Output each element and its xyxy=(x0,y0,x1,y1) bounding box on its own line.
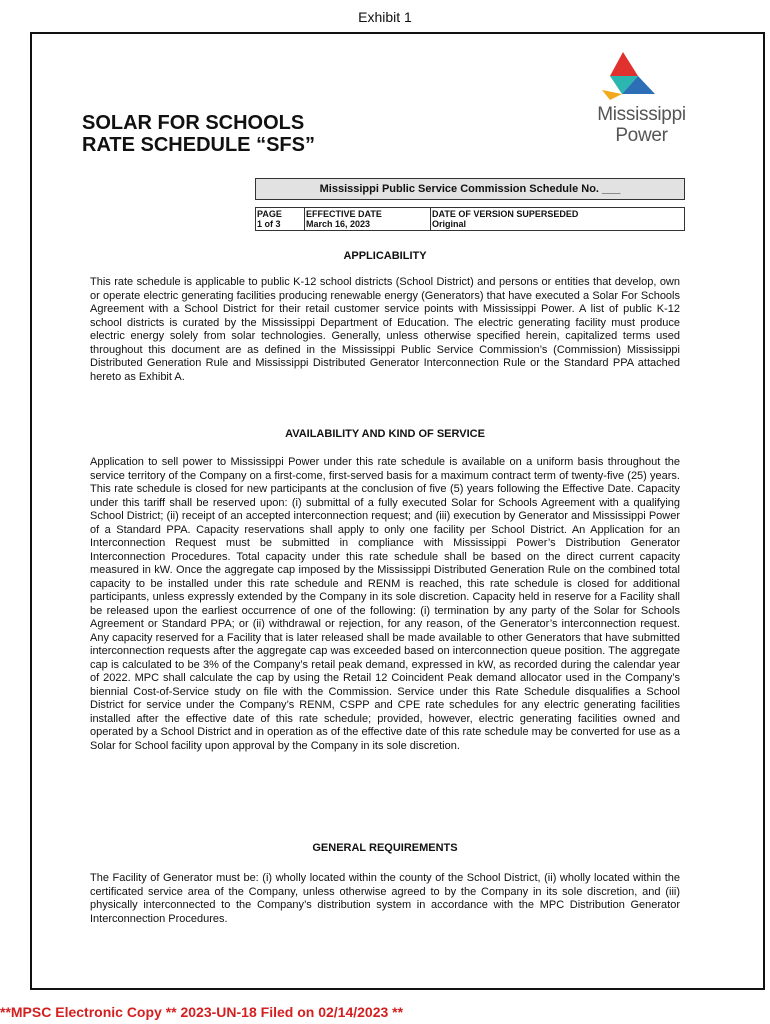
cell-divider xyxy=(430,208,431,230)
logo-gold-triangle xyxy=(602,90,622,100)
title-line-1: SOLAR FOR SCHOOLS xyxy=(82,112,305,134)
availability-paragraph: Application to sell power to Mississippi Power under this rate schedule is available on a uniform basis throughout the service territory of the Company on a first-come, first-served basis for a maximum contract term of twenty-five (25) years. This rate schedule is closed for new participants at the conclusion of five (5) years following the Effective Date. Capacity under this tariff shall be reserved upon: (i) submittal of a fully executed Solar for Schools Agreement with a qualifying School District; (ii) receipt of an accepted interconnection request; and (iii) execution by Generator and Mississippi Power of a Standard PPA. Capacity reservations shall apply to only one facility per School District. An Application for an Interconnection Request must be submitted in compliance with Mississippi Power’s Distribution Generator Interconnection Procedures. Total capacity under this rate schedule shall be based on the direct current capacity measured in kW. Once the aggregate cap imposed by the Mississippi Distributed Generation Rule on the combined total capacity to be installed under this rate schedule and RENM is reached, this rate schedule is closed for additional participants, unless expressly extended by the Company in its sole discretion. Capacity held in reserve for a Facility shall be released upon the earliest occurrence of one of the following: (i) termination by any party of the Solar for Schools Agreement or Standard PPA; or (ii) withdrawal or rejection, for any reason, of the Generator’s interconnection request. Any capacity reserved for a Facility that is later released shall be made available to other Generators that have submitted interconnection requests after the aggregate cap was exceeded based on interconnection queue position. The aggregate cap is calculated to be 3% of the Company’s retail peak demand, expressed in kW, as recorded during the calendar year of 2022. MPC shall calculate the cap by using the Retail 12 Coincident Peak demand allocator used in the Company’s biennial Cost-of-Service study on file with the Commission. Service under this Rate Schedule disqualifies a School District for service under the Company’s RENM, CSPP and CPE rate schedules for any electric generating facilities installed after the effective date of this rate schedule; provided, however, electric generating facilities owned and operated by a School District and in operation as of the effective date of this rate schedule may be converted for use as a Solar for School facility upon approval by the Company in its sole discretion. xyxy=(90,456,680,752)
logo-wordmark xyxy=(584,104,699,146)
logo-red-triangle xyxy=(610,52,638,76)
superseded-cell xyxy=(432,209,578,229)
exhibit-label: Exhibit 1 xyxy=(358,9,412,25)
filing-stamp: **MPSC Electronic Copy ** 2023-UN-18 Filed on 02/14/2023 ** xyxy=(0,1004,404,1020)
page-label: PAGE xyxy=(257,209,282,219)
logo-line-1: Mississippi xyxy=(597,104,686,125)
availability-heading: AVAILABILITY AND KIND OF SERVICE xyxy=(285,428,485,440)
page-cell xyxy=(257,209,282,229)
schedule-number-box: Mississippi Public Service Commission Schedule No. ___ xyxy=(255,178,685,200)
effective-date-value: March 16, 2023 xyxy=(306,219,371,229)
general-requirements-paragraph: The Facility of Generator must be: (i) wholly located within the county of the School District, (ii) wholly located within the certificated service area of the Company, unless otherwise agreed to by the Company in its sole discretion, and (iii) physically interconnected to the Company’s distribution system in accordance with the MPC Distribution Generator Interconnection Procedures. xyxy=(90,872,680,925)
document-title xyxy=(82,112,315,156)
cell-divider xyxy=(304,208,305,230)
page-value: 1 of 3 xyxy=(257,219,281,229)
effective-date-label: EFFECTIVE DATE xyxy=(306,209,382,219)
schedule-info-table xyxy=(255,207,685,231)
general-requirements-heading: GENERAL REQUIREMENTS xyxy=(312,842,458,854)
superseded-label: DATE OF VERSION SUPERSEDED xyxy=(432,209,579,219)
applicability-paragraph: This rate schedule is applicable to public K-12 school districts (School District) and persons or entities that develop, own or operate electric generating facilities producing renewable energy (Generators) that have executed a Solar For Schools Agreement with a School District for their retail customer service points with Mississippi Power. A list of public K-12 school districts is curated by the Mississippi Department of Education. The electric generating facility must produce electric energy solely from solar technologies. Generally, unless otherwise specified herein, capitalized terms used throughout this document are as defined in the Mississippi Public Service Commission’s (Commission) Mississippi Distributed Generation Rule and Mississippi Distributed Generator Interconnection Rule or the Standard PPA attached hereto as Exhibit A. xyxy=(90,276,680,383)
effective-date-cell xyxy=(306,209,382,229)
title-line-2: RATE SCHEDULE “SFS” xyxy=(82,134,315,156)
applicability-heading: APPLICABILITY xyxy=(343,250,427,262)
logo-line-2: Power xyxy=(615,125,668,146)
superseded-value: Original xyxy=(432,219,467,229)
